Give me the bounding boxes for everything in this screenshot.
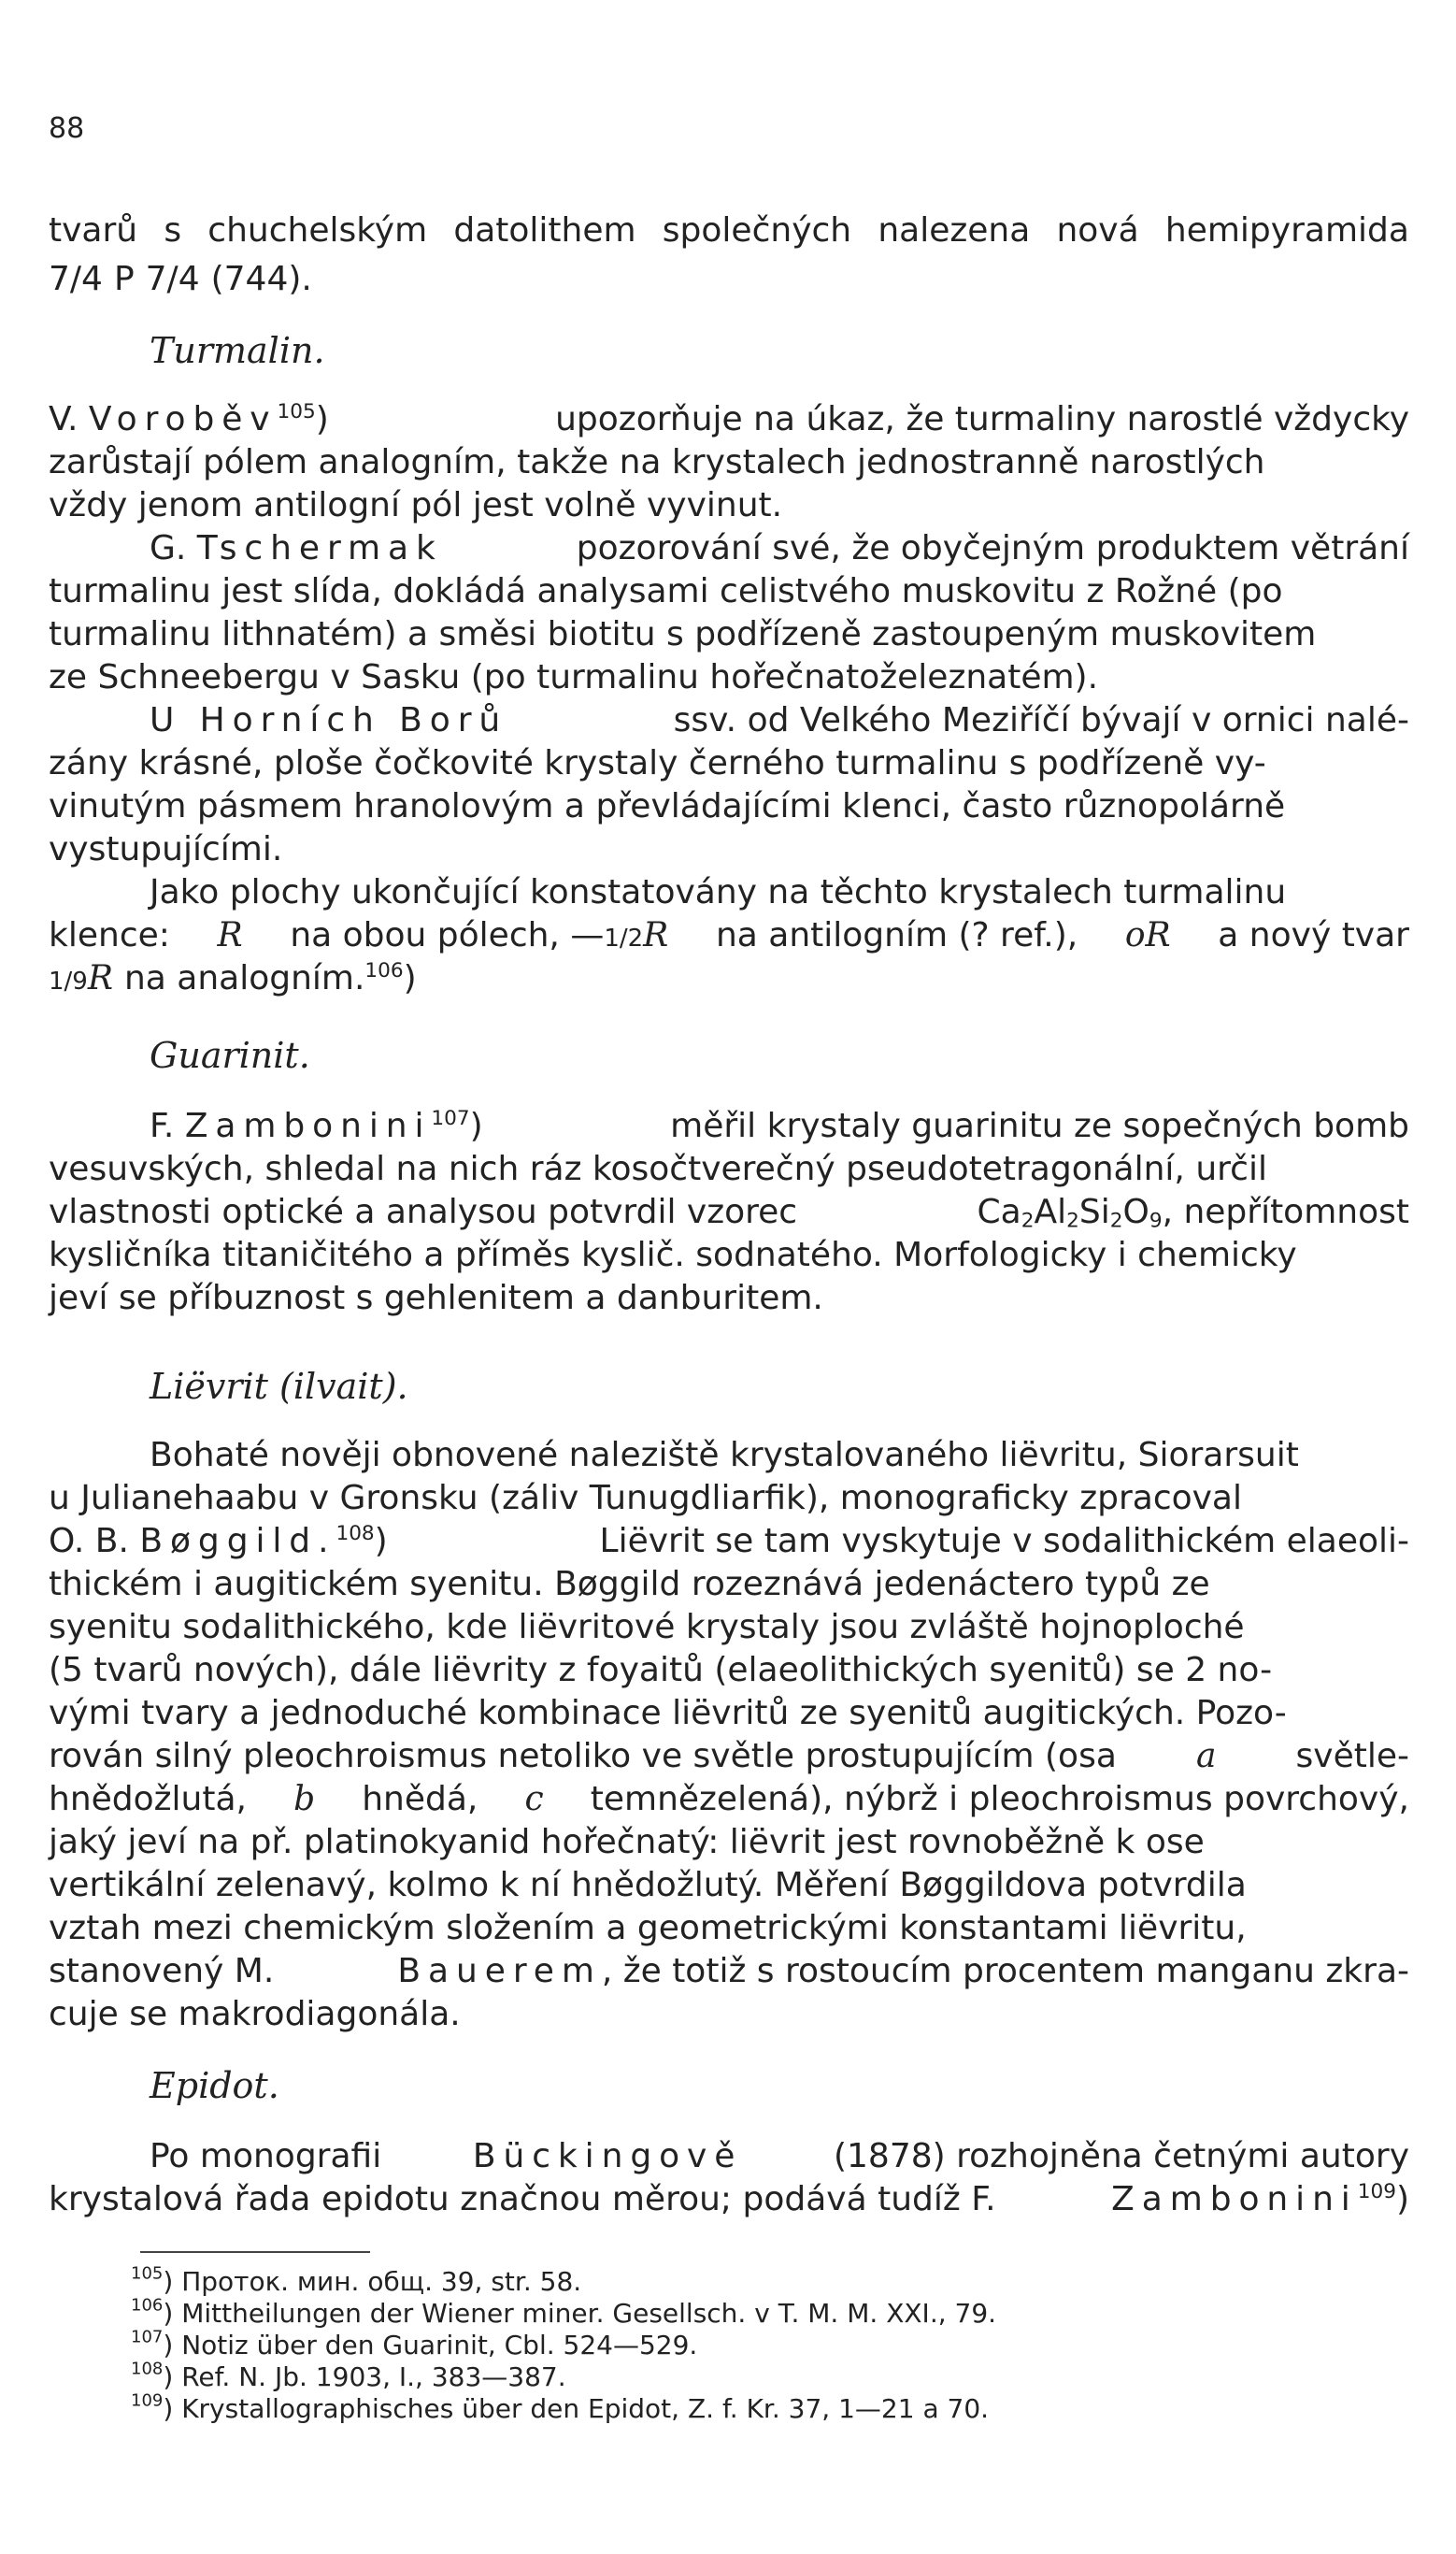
- note-ref: 109: [1357, 2180, 1396, 2204]
- page-number: 88: [49, 112, 85, 145]
- text-line: Jako plochy ukončující konstatovány na těchto krystalech turmalinu: [150, 873, 1287, 911]
- text-line: vystupujícími.: [49, 830, 283, 868]
- author-name: Tschermak: [196, 529, 443, 567]
- text-line: hnědožlutá, b hnědá, c temnězelená), nýbrž i pleochroismus povrchový,: [49, 1778, 1409, 1821]
- footnote: $^{108}$) Ref. N. Jb. 1903, I., 383—387.: [131, 2359, 566, 2392]
- axis-a: a: [1195, 1737, 1217, 1775]
- footnote: $^{105}$) Протоκ. мин. общ. 39, str. 58.: [131, 2263, 582, 2297]
- text-line: zarůstají pólem analogním, takže na krystalech jednostranně narostlých: [49, 443, 1265, 481]
- note-ref: 106: [364, 959, 404, 983]
- author-name: Bauerem: [397, 1952, 602, 1990]
- text-line: [49, 258, 1409, 301]
- text-line: zány krásné, ploše čočkovité krystaly černého turmalinu s podřízeně vy-: [49, 744, 1266, 782]
- text-line: O. B. Bøggild.$^{108}$) Liëvrit se tam vyskytuje v sodalithickém elaeoli-: [49, 1522, 1409, 1560]
- note-ref: 107: [431, 1107, 470, 1131]
- author-name: Bøggild.: [139, 1522, 336, 1560]
- text-line: syenitu sodalithického, kde liëvritové krystaly jsou zvláště hojnoploché: [49, 1608, 1245, 1646]
- text-line: kysličníka titaničitého a příměs kyslič. sodnatého. Morfologicky i chemicky: [49, 1236, 1297, 1274]
- text-line: cuje se makrodiagonála.: [49, 1995, 461, 2033]
- text-line: Bohaté nověji obnovené naleziště krystalovaného liëvritu, Siorarsuit: [150, 1436, 1299, 1474]
- section-heading-lievrit: Liëvrit (ilvait).: [150, 1366, 408, 1407]
- text-line: V. Voroběv$^{105}$) upozorňuje na úkaz, že turmaliny narostlé vždycky: [49, 400, 1409, 438]
- text-line: tvarů s chuchelským datolithem společných nalezena nová hemipyramida: [49, 211, 1409, 250]
- text-line: Po monografii Bückingově (1878) rozhojněna četnými autory: [150, 2135, 1409, 2178]
- footnote-divider: [140, 2251, 370, 2253]
- text-line: turmalinu lithnatém) a směsi biotitu s podřízeně zastoupeným muskovitem: [49, 615, 1317, 653]
- text-line: stanovený M. Bauerem, že totiž s rostoucím procentem manganu zkra-: [49, 1952, 1409, 1990]
- text-line: vždy jenom antilogní pól jest volně vyvinut.: [49, 486, 783, 524]
- section-heading-epidot: Epidot.: [150, 2065, 279, 2106]
- footnote: $^{107}$) Notiz über den Guarinit, Cbl. 524—529.: [131, 2327, 698, 2360]
- footnote: $^{106}$) Mittheilungen der Wiener miner. Gesellsch. v T. M. M. XXI., 79.: [131, 2295, 997, 2329]
- note-ref: 108: [335, 1522, 375, 1546]
- text-line: (5 tvarů nových), dále liëvrity z foyaitů (elaeolithických syenitů) se 2 no-: [49, 1651, 1273, 1689]
- note-ref: 105: [277, 400, 316, 424]
- text-line: vertikální zelenavý, kolmo k ní hnědožlutý. Měření Bøggildova potvrdila: [49, 1866, 1247, 1904]
- text-line: G. Tschermak pozorování své, že obyčejným produktem větrání: [150, 529, 1409, 567]
- form-P: P: [113, 260, 135, 298]
- text-line: F. Zambonini$^{107}$) měřil krystaly guarinitu ze sopečných bomb: [150, 1107, 1409, 1145]
- text-line: turmalinu jest slída, dokládá analysami celistvého muskovitu z Rožné (po: [49, 572, 1283, 610]
- text-line: U Horních Borů ssv. od Velkého Meziříčí bývají v ornici nalé-: [150, 699, 1409, 742]
- author-name: Zambonini: [184, 1107, 432, 1145]
- text-line: vlastnosti optické a analysou potvrdil vzorec $Ca_2Al_2Si_2O_9$, nepřítomnost: [49, 1193, 1409, 1233]
- symbol-R: R: [217, 916, 243, 954]
- section-heading-turmalin: Turmalin.: [150, 330, 325, 371]
- text-line: vesuvských, shledal na nich ráz kosočtverečný pseudotetragonální, určil: [49, 1150, 1267, 1188]
- place-name: U Horních Borů: [150, 701, 508, 739]
- axis-b: b: [293, 1780, 316, 1818]
- form-fraction: 7/4: [145, 260, 200, 298]
- text-line: rován silný pleochroismus netoliko ve světle prostupujícím (osa a světle-: [49, 1735, 1409, 1778]
- author-name: Voroběv: [88, 400, 278, 438]
- text-line: u Julianehaabu v Gronsku (záliv Tunugdliarfik), monograficky zpracoval: [49, 1479, 1242, 1517]
- axis-c: c: [524, 1780, 544, 1818]
- footnote: $^{109}$) Krystallographisches über den Epidot, Z. f. Kr. 37, 1—21 a 70.: [131, 2390, 990, 2424]
- text-line: krystalová řada epidotu značnou měrou; podává tudíž F. Zambonini$^{109}$): [49, 2180, 1409, 2218]
- text-line: thickém i augitickém syenitu. Bøggild rozeznává jedenáctero typů ze: [49, 1565, 1210, 1603]
- author-name: Bückingově: [472, 2137, 743, 2175]
- section-heading-guarinit: Guarinit.: [150, 1035, 310, 1076]
- symbol-oR: oR: [1124, 916, 1171, 954]
- chemical-formula: $Ca_2Al_2Si_2O_9$, nepřítomnost: [977, 1193, 1409, 1233]
- author-name: Zambonini: [1111, 2180, 1358, 2218]
- form-fraction: 7/4: [49, 260, 103, 298]
- text-line: klence: R na obou pólech, —1/2R na antilogním (? ref.), oR a nový tvar: [49, 914, 1409, 960]
- text-line: vinutým pásmem hranolovým a převládajícími klenci, často různopolárně: [49, 787, 1286, 825]
- text-line: ze Schneebergu v Sasku (po turmalinu hořečnatoželeznatém).: [49, 658, 1099, 696]
- text-line: 1/9R na analogním.$^{106}$): [49, 959, 417, 997]
- text-line: vými tvary a jednoduché kombinace liëvritů ze syenitů augitických. Pozo-: [49, 1694, 1287, 1732]
- text-line: vztah mezi chemickým složením a geometrickými konstantami liëvritu,: [49, 1909, 1247, 1947]
- text-line: jaký jeví na př. platinokyanid hořečnatý: liëvrit jest rovnoběžně k ose: [49, 1823, 1205, 1861]
- text-line: jeví se příbuznost s gehlenitem a danburitem.: [49, 1279, 823, 1317]
- form-symbol: (744).: [210, 260, 312, 298]
